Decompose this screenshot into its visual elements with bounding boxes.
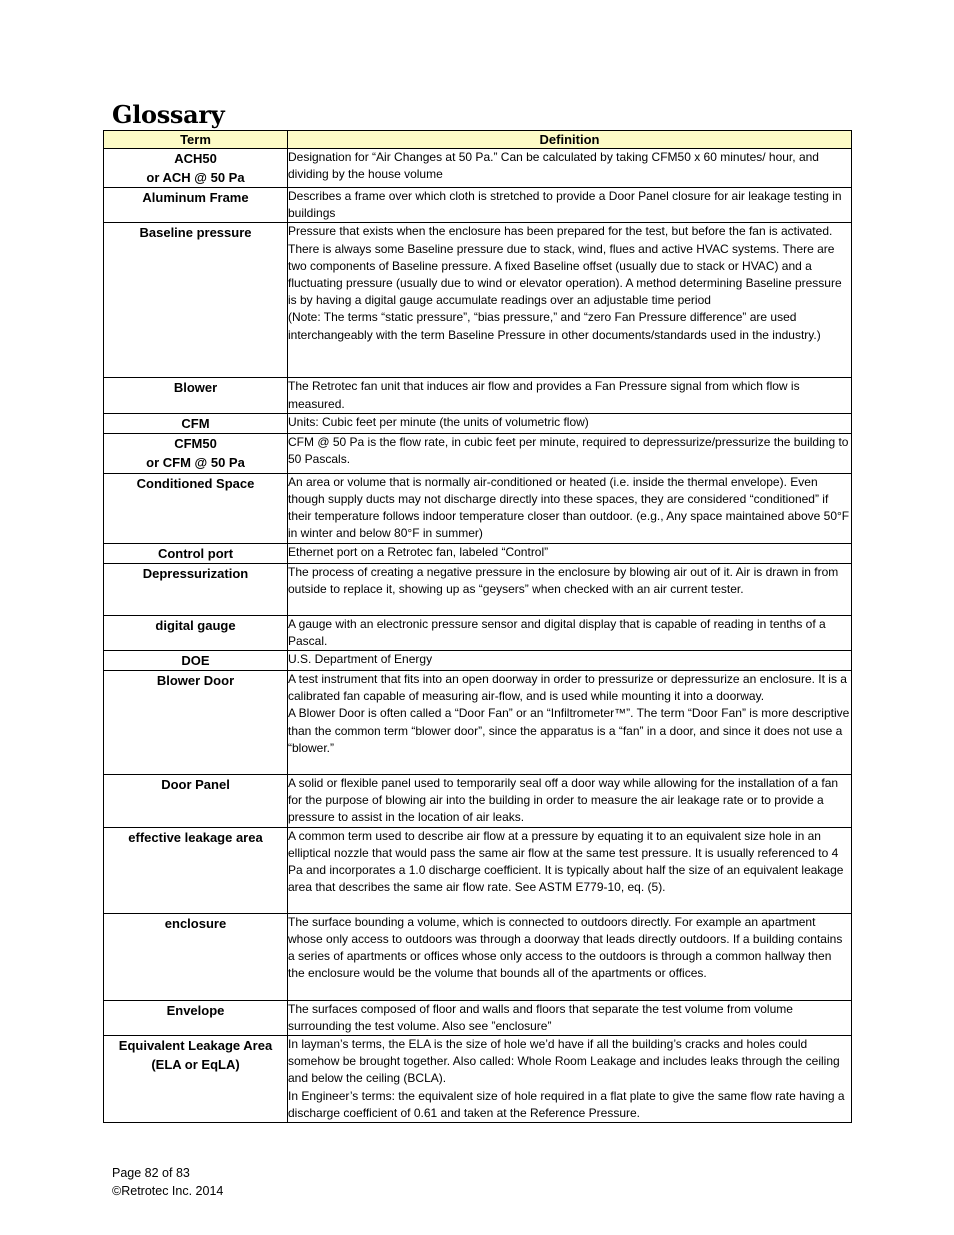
term-text: Equivalent Leakage Area (118, 1038, 273, 1054)
definition-column-header: Definition (288, 131, 852, 149)
definition-paragraph: Designation for “Air Changes at 50 Pa.” Can be calculated by taking CFM50 x 60 minutes/ hour, and dividing by the house volume (288, 150, 819, 182)
term-text: DOE (181, 653, 210, 669)
definition-paragraph: U.S. Department of Energy (288, 652, 433, 667)
table-row (104, 827, 852, 913)
table-row (104, 223, 852, 378)
table-row (104, 413, 852, 433)
page-footer (112, 1164, 223, 1200)
table-row (104, 188, 852, 223)
definition-cell (288, 223, 852, 378)
table-row (104, 563, 852, 615)
term-cell (104, 223, 288, 378)
term-text: Blower (173, 380, 218, 396)
term-cell (104, 651, 288, 671)
definition-paragraph: The surface bounding a volume, which is connected to outdoors directly. For example an apartment whose only access to outdoors was through a doorway that leads directly outdoors. If a building contains a series of apartments or offices whose only access to the outdoors is through a common hallway then the enclosure would be the volume that bounds all of the apartments or offices. (288, 914, 843, 981)
term-text: Conditioned Space (136, 475, 255, 491)
term-text: effective leakage area (128, 829, 263, 845)
term-text: CFM50 (174, 435, 217, 451)
definition-cell (288, 775, 852, 828)
term-cell (104, 433, 288, 473)
term-cell (104, 563, 288, 615)
definition-paragraph: The process of creating a negative pressure in the enclosure by blowing air out of it. Air is drawn in from outside to replace it, showing up as “geysers” when checked with an air current tester. (288, 564, 839, 596)
term-cell (104, 413, 288, 433)
definition-cell (288, 413, 852, 433)
definition-paragraph: A gauge with an electronic pressure sensor and digital display that is capable of reading in tenths of a Pascal. (288, 616, 826, 648)
term-cell (104, 615, 288, 650)
table-row (104, 1036, 852, 1123)
table-row (104, 543, 852, 563)
definition-paragraph: The surfaces composed of floor and walls and floors that separate the test volume from volume surrounding the test volume. Also see ”enclosure” (288, 1001, 793, 1033)
table-row (104, 378, 852, 413)
term-text: (ELA or EqLA) (151, 1057, 240, 1073)
table-row (104, 615, 852, 650)
copyright: ©Retrotec Inc. 2014 (112, 1184, 224, 1198)
term-text: Control port (157, 545, 234, 561)
table-row (104, 1000, 852, 1035)
table-row (104, 433, 852, 473)
term-text: ACH50 (174, 151, 217, 166)
glossary-table (103, 130, 852, 1123)
table-row (104, 913, 852, 1000)
table-row (104, 149, 852, 188)
definition-paragraph: Ethernet port on a Retrotec fan, labeled “Control” (288, 544, 549, 559)
definition-paragraph: The Retrotec fan unit that induces air flow and provides a Fan Pressure signal from which flow is measured. (288, 379, 800, 411)
definition-paragraph: Pressure that exists when the enclosure has been prepared for the test, but before the fan is activated. There is always some Baseline pressure due to stack, wind, flues and active HVAC systems. There are two components of Baseline pressure. A fixed Baseline offset (usually due to stack or HVAC) and a fluctuating pressure (usually due to wind or elevator operation). A method determining Baseline pressure is by having a digital gauge accumulate readings over an adjustable time period (288, 224, 842, 308)
term-cell (104, 827, 288, 913)
term-text: or ACH @ 50 Pa (146, 170, 245, 185)
definition-cell (288, 543, 852, 563)
definition-cell (288, 651, 852, 671)
definition-cell (288, 563, 852, 615)
definition-paragraph: In Engineer’s terms: the equivalent size of hole required in a flat plate to give the same flow rate having a discharge coefficient of 0.61 and taken at the Reference Pressure. (288, 1088, 845, 1120)
table-row (104, 775, 852, 828)
table-row (104, 651, 852, 671)
term-text: Depressurization (142, 565, 249, 581)
definition-cell (288, 1036, 852, 1123)
definition-paragraph: A solid or flexible panel used to temporarily seal off a door way while allowing for the installation of a fan for the purpose of blowing air into the building in order to measure the air leakage rate or to provide a pressure to assist in the location of air leaks. (288, 776, 839, 825)
definition-paragraph: A common term used to describe air flow at a pressure by equating it to an equivalent size hole in an elliptical nozzle that would pass the same air flow at the same test pressure. It is usually referenced to 4 Pa and incorporates a 1.0 discharge coefficient. It is typically about half the size of an equivalent leakage area that describes the same air flow rate. See ASTM E779-10, eq. (5). (288, 828, 844, 895)
definition-paragraph: An area or volume that is normally air-conditioned or heated (i.e. inside the thermal envelope). Even though supply ducts may not discharge directly into these spaces, they are considered “conditioned” if their temperature follows indoor temperature closer than outdoor. (e.g., Any space maintained above 50°F in winter and below 80°F in summer) (288, 474, 850, 541)
page-title: Glossary (112, 100, 225, 129)
term-column-header: Term (104, 131, 288, 149)
definition-paragraph: CFM @ 50 Pa is the flow rate, in cubic feet per minute, required to depressurize/pressurize the building to 50 Pascals. (288, 434, 849, 467)
term-text: Envelope (166, 1002, 225, 1018)
term-text: Door Panel (161, 777, 230, 793)
term-text: enclosure (164, 915, 227, 931)
term-cell (104, 149, 288, 188)
page-number: Page 82 of 83 (112, 1166, 190, 1180)
term-text: or CFM @ 50 Pa (146, 454, 245, 470)
term-text: Baseline pressure (139, 225, 252, 241)
definition-cell (288, 671, 852, 775)
term-text: CFM (181, 415, 210, 431)
glossary-rows (104, 149, 852, 1123)
term-cell (104, 913, 288, 1000)
term-cell (104, 378, 288, 413)
definition-paragraph: In layman’s terms, the ELA is the size of hole we’d have if all the building’s cracks and holes could somehow be brought together. Also called: Whole Room Leakage and includes leaks through the ceiling and below the ceiling (BCLA). (288, 1037, 840, 1086)
definition-cell (288, 188, 852, 223)
definition-cell (288, 149, 852, 188)
term-cell (104, 1036, 288, 1123)
definition-cell (288, 378, 852, 413)
definition-paragraph: Describes a frame over which cloth is stretched to provide a Door Panel closure for air leakage testing in buildings (288, 189, 842, 221)
definition-cell (288, 827, 852, 913)
term-cell (104, 188, 288, 223)
table-row (104, 671, 852, 775)
term-text: Blower Door (156, 673, 235, 689)
definition-paragraph: Units: Cubic feet per minute (the units of volumetric flow) (288, 414, 589, 429)
table-header-row (104, 131, 852, 149)
definition-cell (288, 913, 852, 1000)
definition-paragraph: A test instrument that fits into an open doorway in order to pressurize or depressurize an enclosure. It is a calibrated fan capable of measuring air-flow, and is used while mounting it into a doorway. (288, 672, 847, 704)
term-cell (104, 543, 288, 563)
definition-paragraph: A Blower Door is often called a “Door Fan” or an “Infiltrometer™”. The term “Door Fan” is more descriptive than the common term “blower door”, since the apparatus is a “fan” in a door, and since it does not use a “blower.” (288, 706, 850, 755)
table-row (104, 473, 852, 543)
term-text: Aluminum Frame (142, 190, 249, 205)
definition-cell (288, 1000, 852, 1035)
term-cell (104, 671, 288, 775)
definition-cell (288, 473, 852, 543)
term-cell (104, 473, 288, 543)
term-cell (104, 775, 288, 828)
definition-paragraph: (Note: The terms “static pressure”, “bias pressure,” and “zero Fan Pressure difference” are used interchangeably with the term Baseline Pressure in other documents/standards used in the industry.) (288, 310, 821, 342)
definition-cell (288, 433, 852, 473)
term-text: digital gauge (155, 617, 236, 633)
term-cell (104, 1000, 288, 1035)
definition-cell (288, 615, 852, 650)
